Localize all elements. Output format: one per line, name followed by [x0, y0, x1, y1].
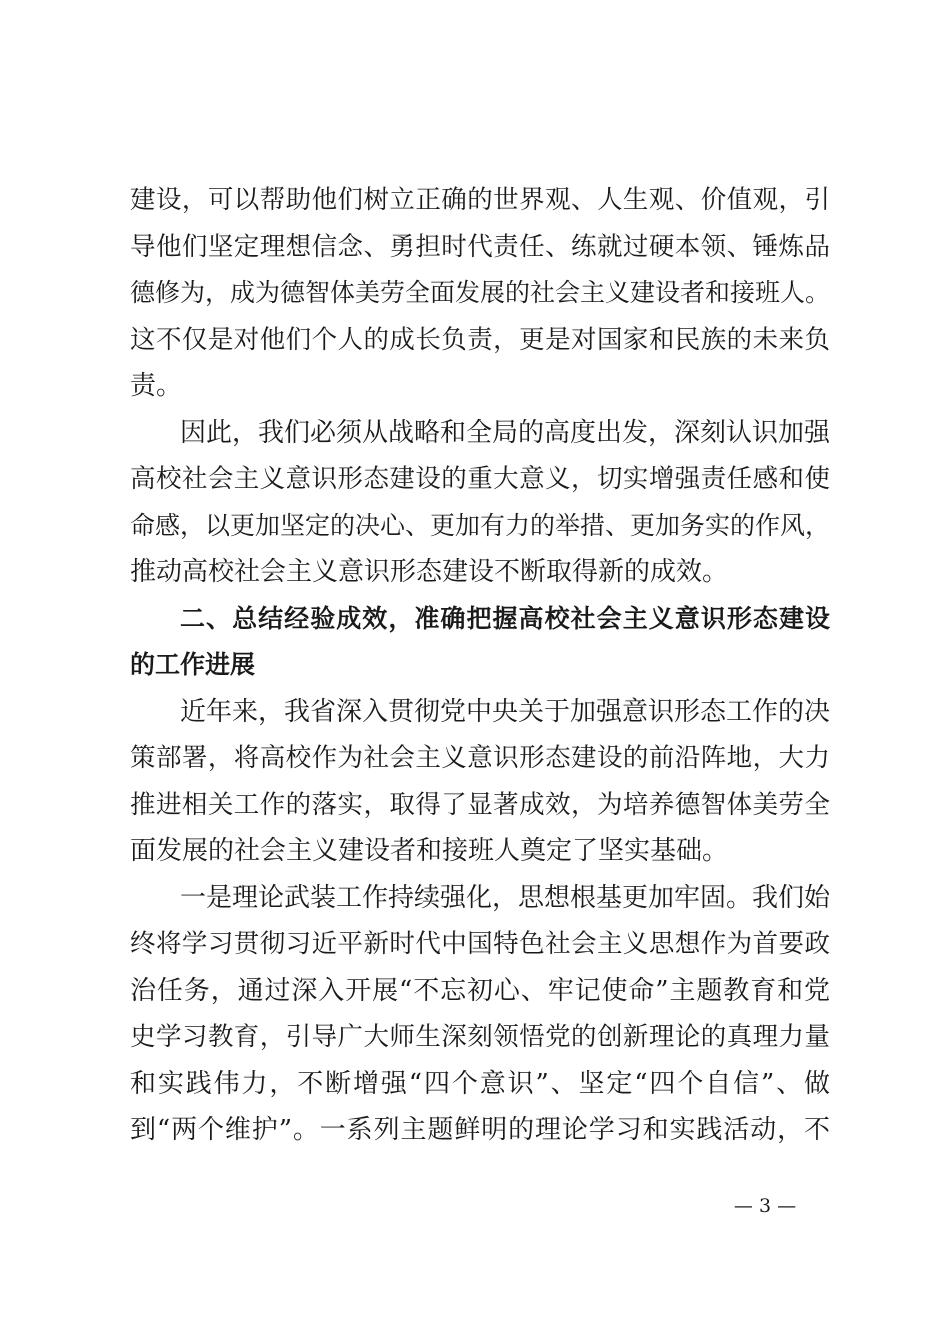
paragraph-4-line-1: 一是理论武装工作持续强化，思想根基更加牢固。我们始 — [180, 883, 830, 913]
paragraph-2-line-2: 高校社会主义意识形态建设的重大意义，切实增强责任感和使 — [130, 464, 830, 494]
paragraph-3-line-2: 策部署，将高校作为社会主义意识形态建设的前沿阵地，大力 — [130, 743, 830, 773]
paragraph-1-line-5: 责。 — [130, 371, 183, 401]
paragraph-2-line-1: 因此，我们必须从战略和全局的高度出发，深刻认识加强 — [180, 418, 830, 448]
paragraph-4-line-6: 到“两个维护”。一系列主题鲜明的理论学习和实践活动，不 — [130, 1115, 830, 1145]
page-number: — 3 — — [733, 1195, 797, 1217]
paragraph-4-line-3: 治任务，通过深入开展“不忘初心、牢记使命”主题教育和党 — [130, 976, 830, 1006]
section-heading-line-1: 二、总结经验成效，准确把握高校社会主义意识形态建设 — [180, 604, 830, 633]
section-heading-line-2: 的工作进展 — [130, 650, 256, 679]
paragraph-1-line-2: 导他们坚定理想信念、勇担时代责任、练就过硬本领、锤炼品 — [130, 232, 830, 262]
paragraph-3-line-3: 推进相关工作的落实，取得了显著成效，为培养德智体美劳全 — [130, 790, 830, 820]
paragraph-4-line-4: 史学习教育，引导广大师生深刻领悟党的创新理论的真理力量 — [130, 1022, 830, 1052]
paragraph-2-line-3: 命感，以更加坚定的决心、更加有力的举措、更加务实的作风， — [130, 511, 830, 540]
paragraph-3-line-1: 近年来，我省深入贯彻党中央关于加强意识形态工作的决 — [180, 697, 830, 727]
paragraph-4-line-5: 和实践伟力，不断增强“四个意识”、坚定“四个自信”、做 — [130, 1069, 830, 1099]
paragraph-2-line-4: 推动高校社会主义意识形态建设不断取得新的成效。 — [130, 557, 729, 587]
paragraph-4-line-2: 终将学习贯彻习近平新时代中国特色社会主义思想作为首要政 — [130, 929, 830, 959]
paragraph-1-line-3: 德修为，成为德智体美劳全面发展的社会主义建设者和接班人。 — [130, 278, 830, 307]
paragraph-3-line-4: 面发展的社会主义建设者和接班人奠定了坚实基础。 — [130, 836, 729, 866]
paragraph-1-line-4: 这不仅是对他们个人的成长负责，更是对国家和民族的未来负 — [130, 325, 830, 355]
paragraph-1-line-1: 建设，可以帮助他们树立正确的世界观、人生观、价值观，引 — [130, 185, 830, 215]
